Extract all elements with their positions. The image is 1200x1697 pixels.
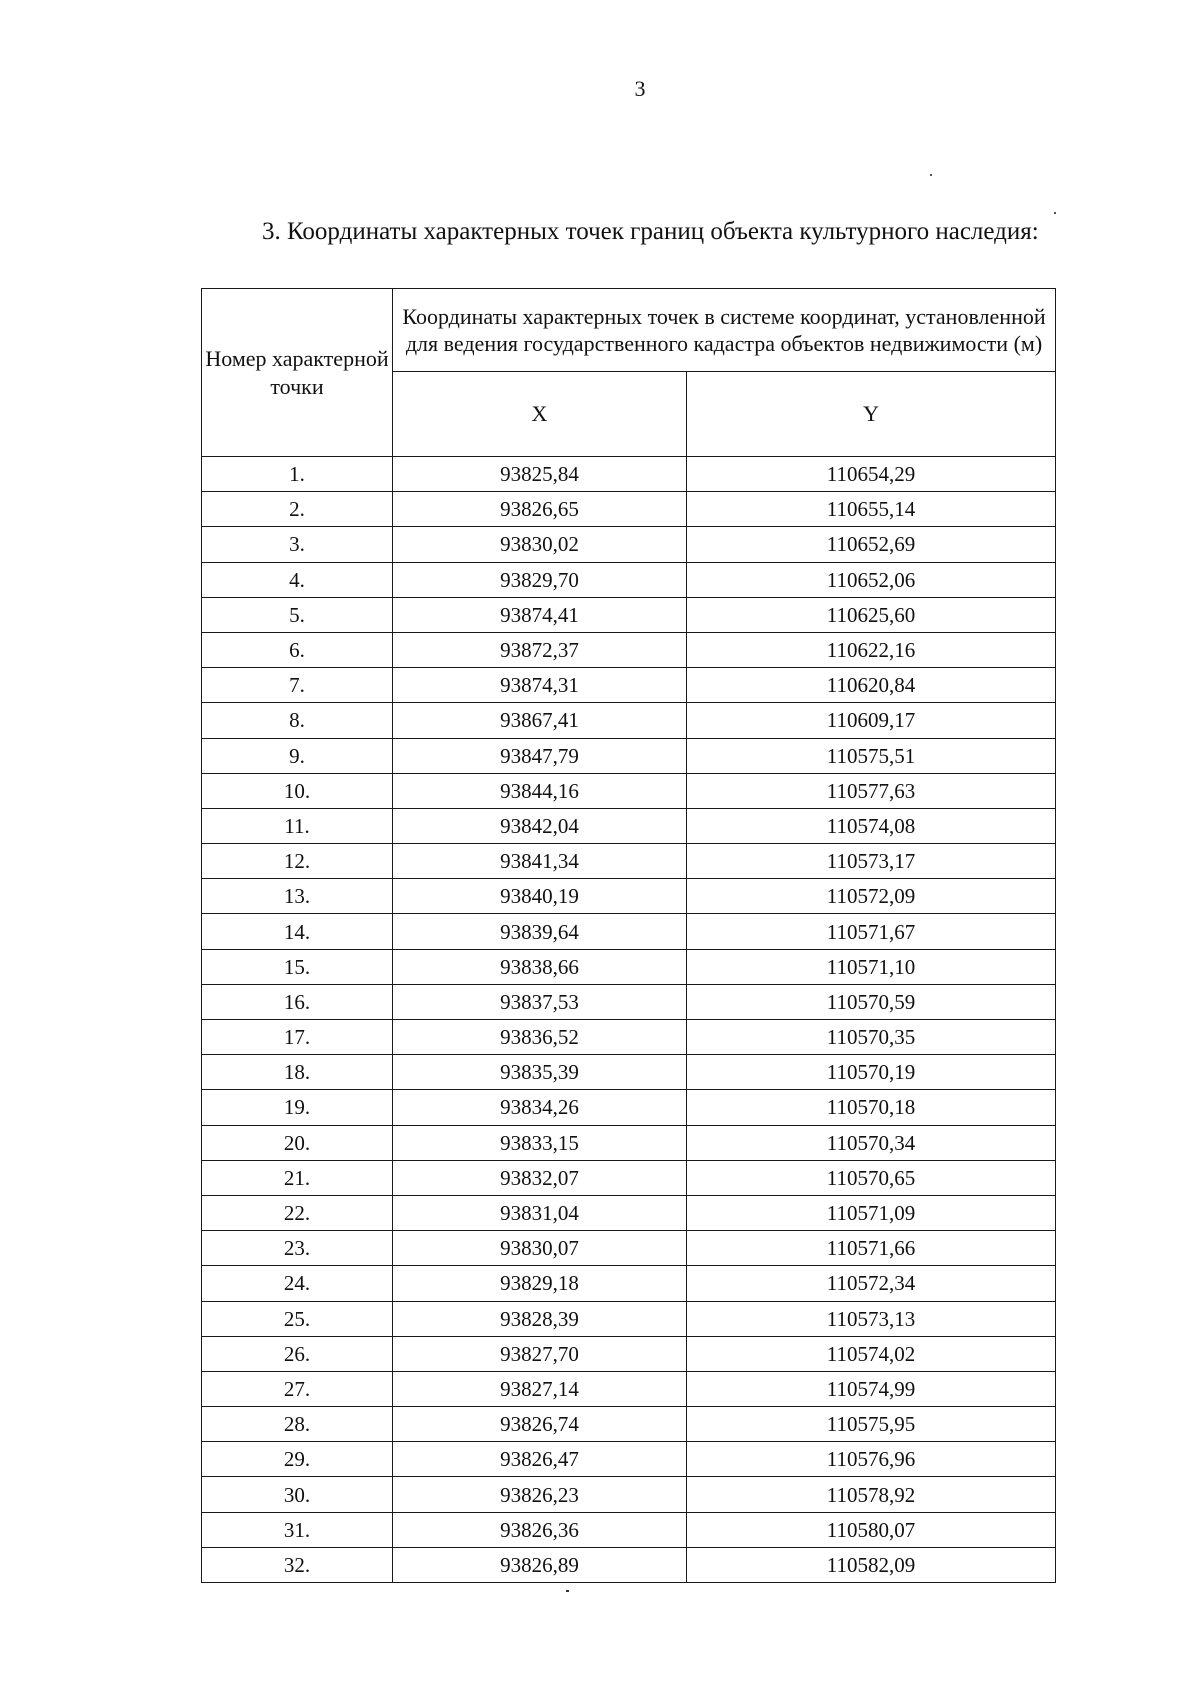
cell-x: 93874,31 bbox=[393, 668, 687, 703]
table-row bbox=[202, 1055, 1056, 1090]
cell-y: 110570,19 bbox=[687, 1055, 1056, 1090]
cell-y: 110625,60 bbox=[687, 597, 1056, 632]
cell-point-number: 22. bbox=[202, 1195, 393, 1230]
cell-point-number: 28. bbox=[202, 1407, 393, 1442]
cell-point-number: 2. bbox=[202, 492, 393, 527]
table-row bbox=[202, 1090, 1056, 1125]
cell-x: 93839,64 bbox=[393, 914, 687, 949]
cell-y: 110570,65 bbox=[687, 1160, 1056, 1195]
cell-x: 93826,36 bbox=[393, 1512, 687, 1547]
table-row bbox=[202, 457, 1056, 492]
table-row bbox=[202, 1407, 1056, 1442]
cell-x: 93826,89 bbox=[393, 1547, 687, 1582]
cell-x: 93832,07 bbox=[393, 1160, 687, 1195]
cell-y: 110652,06 bbox=[687, 562, 1056, 597]
table-row bbox=[202, 949, 1056, 984]
table-row bbox=[202, 773, 1056, 808]
cell-point-number: 25. bbox=[202, 1301, 393, 1336]
cell-x: 93840,19 bbox=[393, 879, 687, 914]
cell-x: 93836,52 bbox=[393, 1020, 687, 1055]
cell-point-number: 21. bbox=[202, 1160, 393, 1195]
cell-x: 93874,41 bbox=[393, 597, 687, 632]
cell-y: 110577,63 bbox=[687, 773, 1056, 808]
cell-y: 110582,09 bbox=[687, 1547, 1056, 1582]
cell-point-number: 24. bbox=[202, 1266, 393, 1301]
cell-x: 93867,41 bbox=[393, 703, 687, 738]
cell-y: 110609,17 bbox=[687, 703, 1056, 738]
table-row bbox=[202, 844, 1056, 879]
scan-mark bbox=[566, 1590, 569, 1592]
cell-point-number: 4. bbox=[202, 562, 393, 597]
cell-x: 93831,04 bbox=[393, 1195, 687, 1230]
cell-y: 110654,29 bbox=[687, 457, 1056, 492]
cell-y: 110570,59 bbox=[687, 984, 1056, 1019]
cell-point-number: 18. bbox=[202, 1055, 393, 1090]
cell-y: 110571,10 bbox=[687, 949, 1056, 984]
cell-point-number: 11. bbox=[202, 808, 393, 843]
cell-point-number: 15. bbox=[202, 949, 393, 984]
header-coordinates-group: Координаты характерных точек в системе координат, установленной для ведения государственного кадастра объектов недвижимости (м) bbox=[393, 289, 1056, 372]
cell-point-number: 23. bbox=[202, 1231, 393, 1266]
cell-y: 110572,09 bbox=[687, 879, 1056, 914]
cell-point-number: 16. bbox=[202, 984, 393, 1019]
cell-point-number: 13. bbox=[202, 879, 393, 914]
cell-x: 93827,14 bbox=[393, 1371, 687, 1406]
cell-point-number: 14. bbox=[202, 914, 393, 949]
cell-y: 110652,69 bbox=[687, 527, 1056, 562]
cell-x: 93830,07 bbox=[393, 1231, 687, 1266]
cell-y: 110576,96 bbox=[687, 1442, 1056, 1477]
cell-point-number: 27. bbox=[202, 1371, 393, 1406]
cell-y: 110571,66 bbox=[687, 1231, 1056, 1266]
section-heading: 3. Координаты характерных точек границ объекта культурного наследия: bbox=[262, 218, 1039, 245]
cell-point-number: 30. bbox=[202, 1477, 393, 1512]
cell-x: 93826,47 bbox=[393, 1442, 687, 1477]
cell-x: 93825,84 bbox=[393, 457, 687, 492]
table-row bbox=[202, 984, 1056, 1019]
cell-x: 93838,66 bbox=[393, 949, 687, 984]
table-row bbox=[202, 1231, 1056, 1266]
table-row bbox=[202, 1371, 1056, 1406]
cell-y: 110571,67 bbox=[687, 914, 1056, 949]
cell-x: 93826,65 bbox=[393, 492, 687, 527]
header-y: Y bbox=[687, 372, 1056, 457]
table-row bbox=[202, 703, 1056, 738]
cell-point-number: 26. bbox=[202, 1336, 393, 1371]
cell-y: 110571,09 bbox=[687, 1195, 1056, 1230]
table-row bbox=[202, 1336, 1056, 1371]
table-row bbox=[202, 632, 1056, 667]
page-number: 3 bbox=[634, 76, 646, 101]
cell-y: 110574,02 bbox=[687, 1336, 1056, 1371]
table-header bbox=[202, 289, 1056, 457]
header-x: X bbox=[393, 372, 687, 457]
cell-x: 93830,02 bbox=[393, 527, 687, 562]
cell-x: 93842,04 bbox=[393, 808, 687, 843]
cell-point-number: 6. bbox=[202, 632, 393, 667]
table-row bbox=[202, 1266, 1056, 1301]
cell-x: 93829,70 bbox=[393, 562, 687, 597]
cell-x: 93835,39 bbox=[393, 1055, 687, 1090]
cell-y: 110655,14 bbox=[687, 492, 1056, 527]
cell-y: 110573,17 bbox=[687, 844, 1056, 879]
coordinates-table bbox=[201, 288, 1056, 1583]
cell-x: 93829,18 bbox=[393, 1266, 687, 1301]
cell-x: 93844,16 bbox=[393, 773, 687, 808]
cell-point-number: 7. bbox=[202, 668, 393, 703]
table-row bbox=[202, 738, 1056, 773]
table-row bbox=[202, 1160, 1056, 1195]
scan-speck bbox=[930, 174, 932, 176]
cell-y: 110575,51 bbox=[687, 738, 1056, 773]
table-row bbox=[202, 1125, 1056, 1160]
table-row bbox=[202, 1477, 1056, 1512]
table-row bbox=[202, 492, 1056, 527]
header-point-number: Номер характерной точки bbox=[202, 289, 393, 457]
table-row bbox=[202, 1512, 1056, 1547]
cell-y: 110574,08 bbox=[687, 808, 1056, 843]
cell-x: 93847,79 bbox=[393, 738, 687, 773]
cell-x: 93827,70 bbox=[393, 1336, 687, 1371]
table-row bbox=[202, 914, 1056, 949]
cell-y: 110570,18 bbox=[687, 1090, 1056, 1125]
table-row bbox=[202, 1442, 1056, 1477]
table-row bbox=[202, 1195, 1056, 1230]
table-body bbox=[202, 457, 1056, 1583]
table-row bbox=[202, 1020, 1056, 1055]
cell-x: 93828,39 bbox=[393, 1301, 687, 1336]
cell-point-number: 17. bbox=[202, 1020, 393, 1055]
cell-point-number: 9. bbox=[202, 738, 393, 773]
cell-x: 93841,34 bbox=[393, 844, 687, 879]
cell-y: 110570,35 bbox=[687, 1020, 1056, 1055]
table-row bbox=[202, 879, 1056, 914]
cell-point-number: 5. bbox=[202, 597, 393, 632]
cell-point-number: 19. bbox=[202, 1090, 393, 1125]
table-row bbox=[202, 527, 1056, 562]
cell-point-number: 31. bbox=[202, 1512, 393, 1547]
table-row bbox=[202, 562, 1056, 597]
cell-y: 110574,99 bbox=[687, 1371, 1056, 1406]
cell-x: 93833,15 bbox=[393, 1125, 687, 1160]
cell-x: 93826,74 bbox=[393, 1407, 687, 1442]
cell-point-number: 29. bbox=[202, 1442, 393, 1477]
scan-speck bbox=[1054, 212, 1056, 214]
cell-point-number: 3. bbox=[202, 527, 393, 562]
cell-y: 110620,84 bbox=[687, 668, 1056, 703]
cell-point-number: 8. bbox=[202, 703, 393, 738]
cell-point-number: 1. bbox=[202, 457, 393, 492]
cell-y: 110573,13 bbox=[687, 1301, 1056, 1336]
cell-x: 93837,53 bbox=[393, 984, 687, 1019]
cell-x: 93834,26 bbox=[393, 1090, 687, 1125]
cell-x: 93826,23 bbox=[393, 1477, 687, 1512]
table-row bbox=[202, 597, 1056, 632]
cell-y: 110578,92 bbox=[687, 1477, 1056, 1512]
cell-y: 110622,16 bbox=[687, 632, 1056, 667]
cell-point-number: 10. bbox=[202, 773, 393, 808]
cell-y: 110575,95 bbox=[687, 1407, 1056, 1442]
cell-y: 110570,34 bbox=[687, 1125, 1056, 1160]
table-row bbox=[202, 1301, 1056, 1336]
cell-y: 110572,34 bbox=[687, 1266, 1056, 1301]
table-row bbox=[202, 808, 1056, 843]
cell-y: 110580,07 bbox=[687, 1512, 1056, 1547]
cell-point-number: 20. bbox=[202, 1125, 393, 1160]
cell-point-number: 12. bbox=[202, 844, 393, 879]
cell-x: 93872,37 bbox=[393, 632, 687, 667]
table-row bbox=[202, 668, 1056, 703]
table-row bbox=[202, 1547, 1056, 1582]
cell-point-number: 32. bbox=[202, 1547, 393, 1582]
